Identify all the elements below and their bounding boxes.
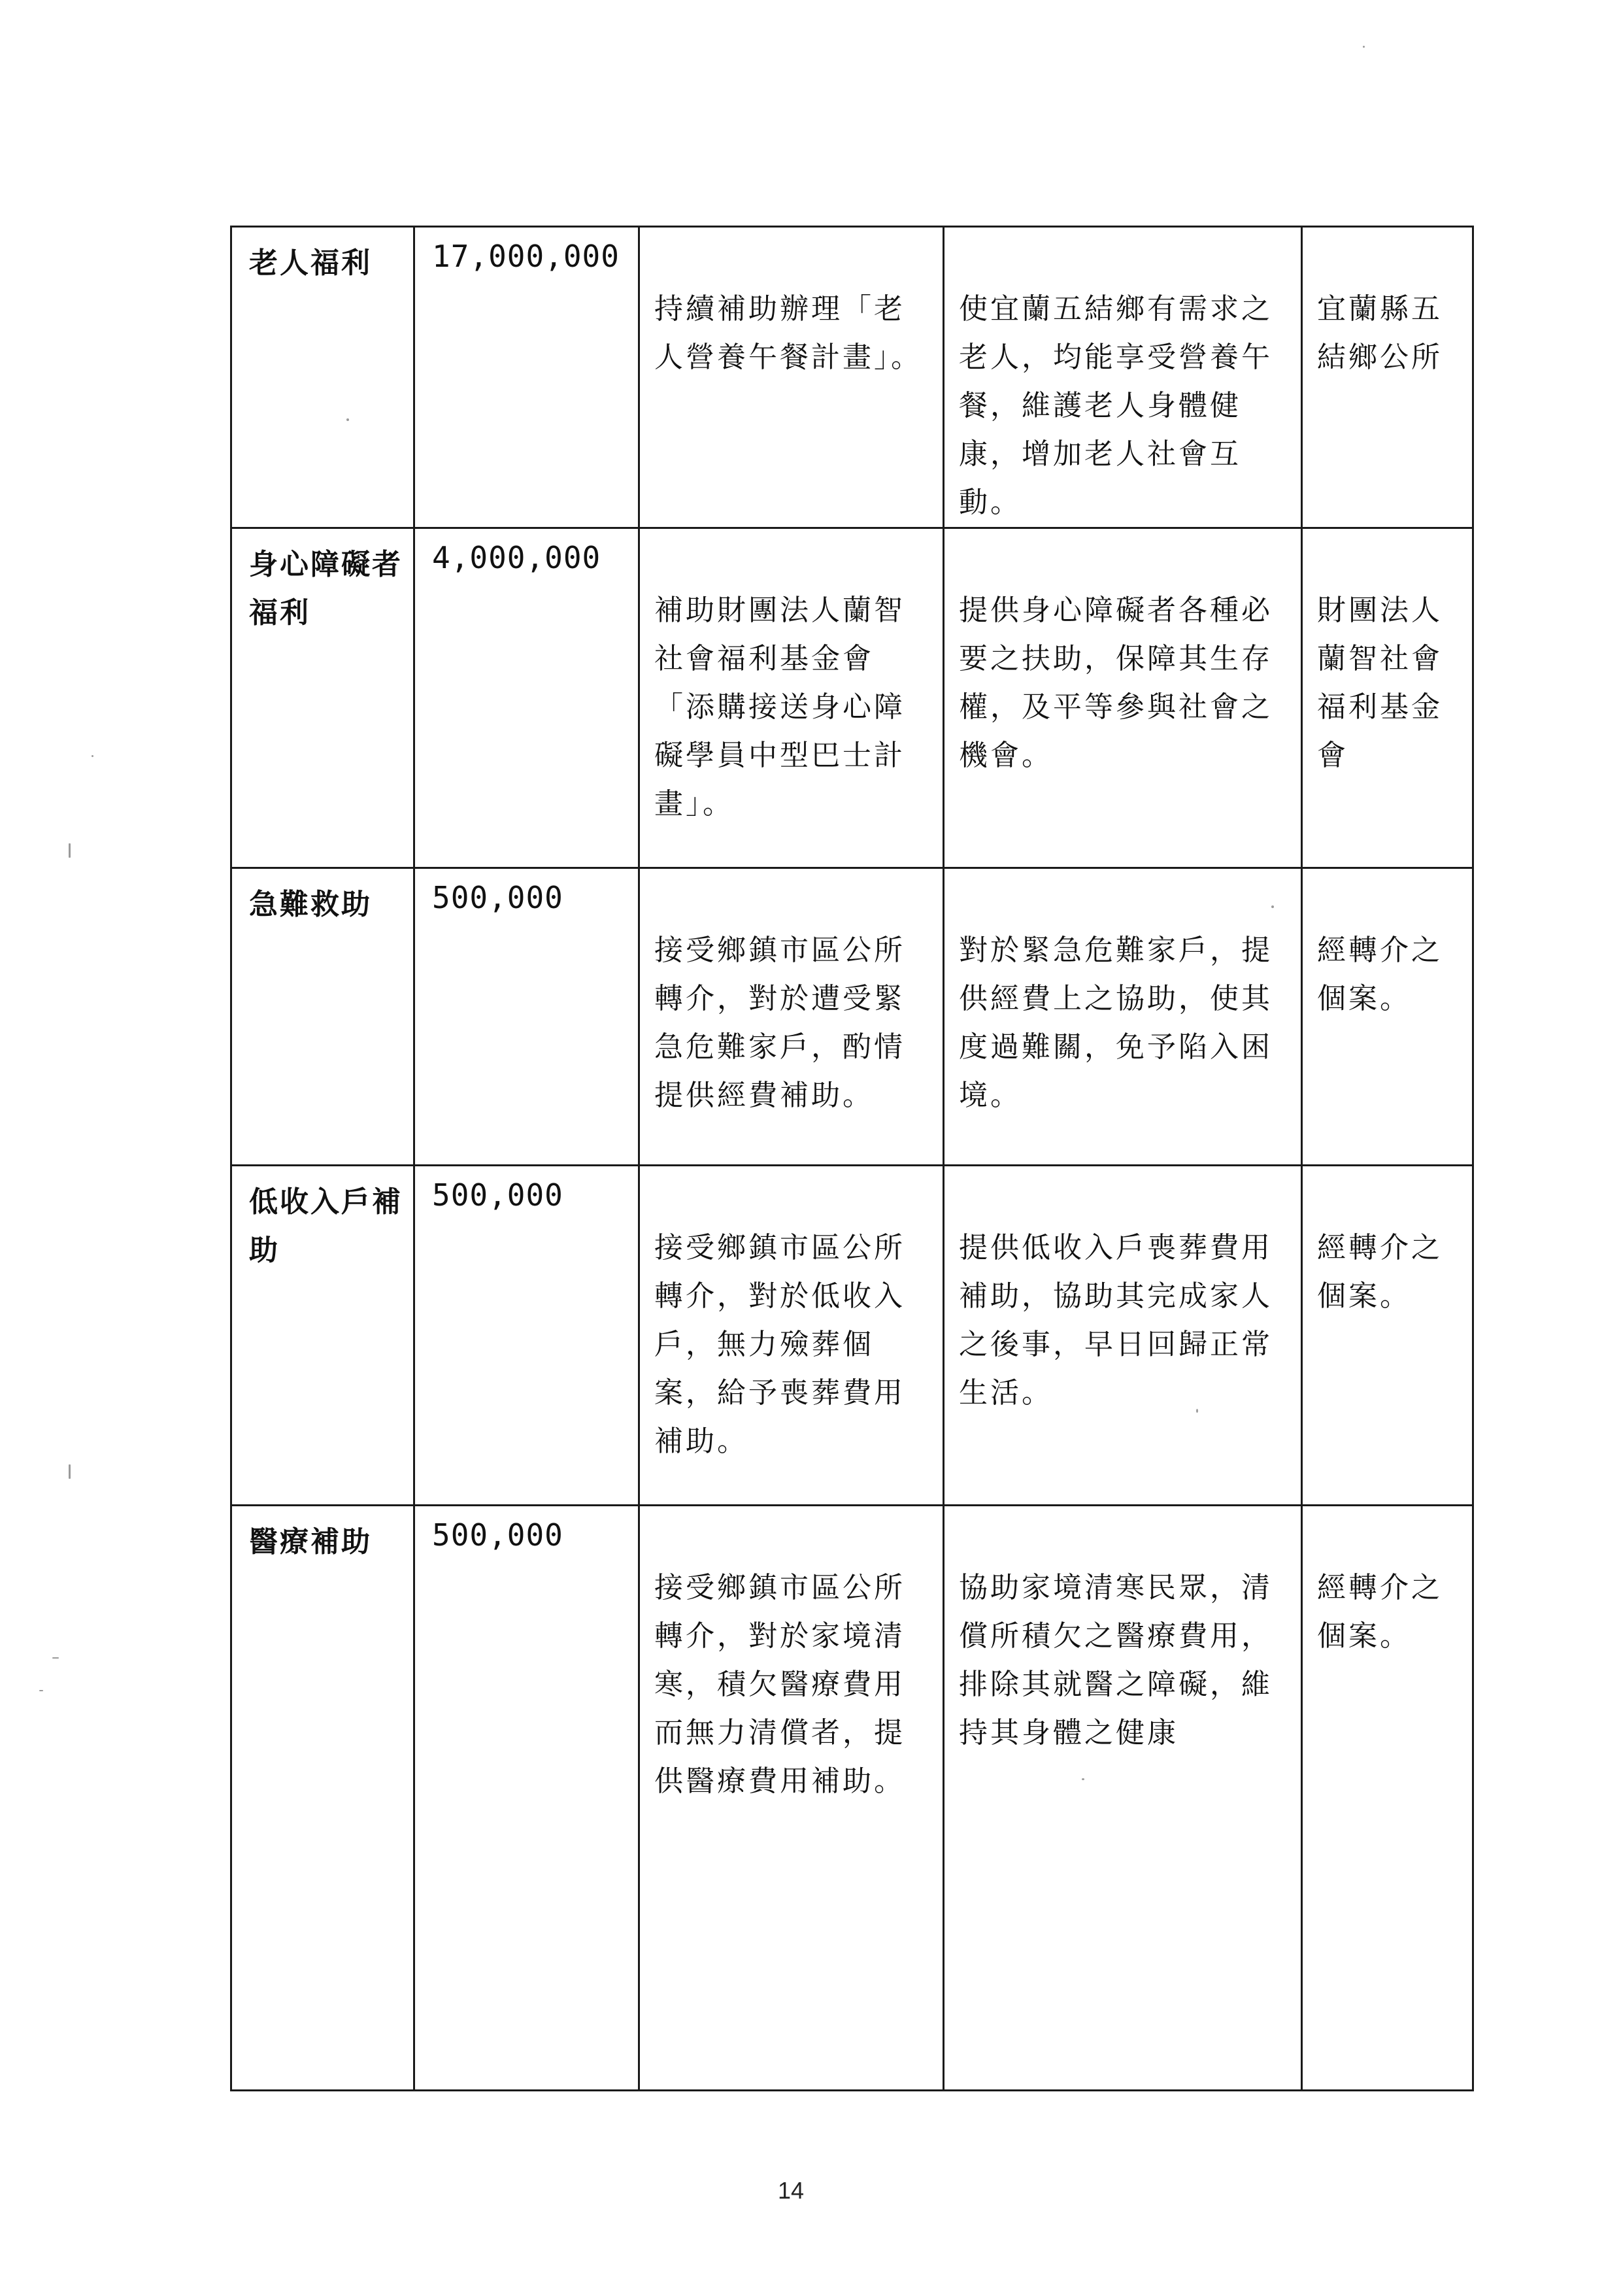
item-cell [231, 227, 414, 528]
content-cell [639, 227, 944, 528]
program-content: 接受鄉鎮市區公所轉介，對於低收入戶，無力殮葬個案，給予喪葬費用補助。 [654, 1231, 905, 1458]
table-row [231, 227, 1473, 528]
table-row [231, 868, 1473, 1166]
organization-name: 財團法人蘭智社會福利基金會 [1317, 594, 1443, 772]
amount-cell [414, 528, 639, 868]
budget-amount: 500,000 [432, 880, 563, 915]
item-name: 醫療補助 [249, 1525, 372, 1559]
organization-cell [1302, 1166, 1473, 1506]
purpose-cell [944, 528, 1302, 868]
program-purpose: 對於緊急危難家戶，提供經費上之協助，使其度過難關，免予陷入困境。 [959, 934, 1273, 1112]
program-content: 持續補助辦理「老人營養午餐計畫」。 [654, 292, 922, 374]
item-name: 急難救助 [249, 888, 372, 921]
table-row [231, 528, 1473, 868]
budget-amount: 17,000,000 [432, 239, 620, 274]
purpose-cell [944, 1506, 1302, 2091]
program-content: 補助財團法人蘭智社會福利基金會「添購接送身心障礙學員中型巴士計畫」。 [654, 594, 905, 820]
budget-amount: 4,000,000 [432, 540, 601, 575]
item-cell [231, 868, 414, 1166]
content-cell [639, 1166, 944, 1506]
purpose-cell [944, 227, 1302, 528]
budget-amount: 500,000 [432, 1517, 563, 1553]
scan-speck [69, 1464, 71, 1479]
purpose-cell [944, 1166, 1302, 1506]
program-content: 接受鄉鎮市區公所轉介，對於遭受緊急危難家戶，酌情提供經費補助。 [654, 934, 905, 1112]
amount-cell [414, 1166, 639, 1506]
scan-speck [69, 843, 71, 858]
table-row [231, 1166, 1473, 1506]
page-number: 14 [777, 2177, 805, 2204]
amount-cell [414, 1506, 639, 2091]
program-purpose: 提供身心障礙者各種必要之扶助，保障其生存權，及平等參與社會之機會。 [959, 594, 1273, 772]
item-cell [231, 1166, 414, 1506]
item-name: 老人福利 [249, 246, 372, 280]
scan-speck [1363, 46, 1365, 48]
content-cell [639, 1506, 944, 2091]
item-name: 身心障礙者福利 [249, 548, 403, 630]
item-cell [231, 528, 414, 868]
program-purpose: 協助家境清寒民眾，清償所積欠之醫療費用，排除其就醫之障礙，維持其身體之健康 [959, 1571, 1273, 1749]
amount-cell [414, 868, 639, 1166]
item-name: 低收入戶補助 [249, 1185, 403, 1267]
program-content: 接受鄉鎮市區公所轉介，對於家境清寒，積欠醫療費用而無力清償者，提供醫療費用補助。 [654, 1571, 905, 1798]
organization-name: 經轉介之個案。 [1317, 1231, 1443, 1313]
welfare-budget-table [230, 226, 1474, 2091]
scan-speck [52, 1657, 59, 1659]
organization-cell [1302, 1506, 1473, 2091]
scan-speck [1196, 1409, 1198, 1413]
purpose-cell [944, 868, 1302, 1166]
scan-speck [346, 418, 349, 421]
organization-name: 宜蘭縣五結鄉公所 [1317, 292, 1443, 374]
organization-cell [1302, 528, 1473, 868]
program-purpose: 提供低收入戶喪葬費用補助，協助其完成家人之後事，早日回歸正常生活。 [959, 1231, 1273, 1410]
organization-name: 經轉介之個案。 [1317, 1571, 1443, 1653]
scan-speck [1082, 1778, 1084, 1780]
item-cell [231, 1506, 414, 2091]
scan-speck [1271, 905, 1274, 908]
table-row [231, 1506, 1473, 2091]
content-cell [639, 528, 944, 868]
amount-cell [414, 227, 639, 528]
program-purpose: 使宜蘭五結鄉有需求之老人，均能享受營養午餐，維護老人身體健康，增加老人社會互動。 [959, 292, 1273, 519]
organization-cell [1302, 227, 1473, 528]
budget-amount: 500,000 [432, 1177, 563, 1213]
scan-speck [39, 1690, 43, 1691]
organization-name: 經轉介之個案。 [1317, 934, 1443, 1015]
scan-speck [92, 755, 93, 757]
content-cell [639, 868, 944, 1166]
organization-cell [1302, 868, 1473, 1166]
